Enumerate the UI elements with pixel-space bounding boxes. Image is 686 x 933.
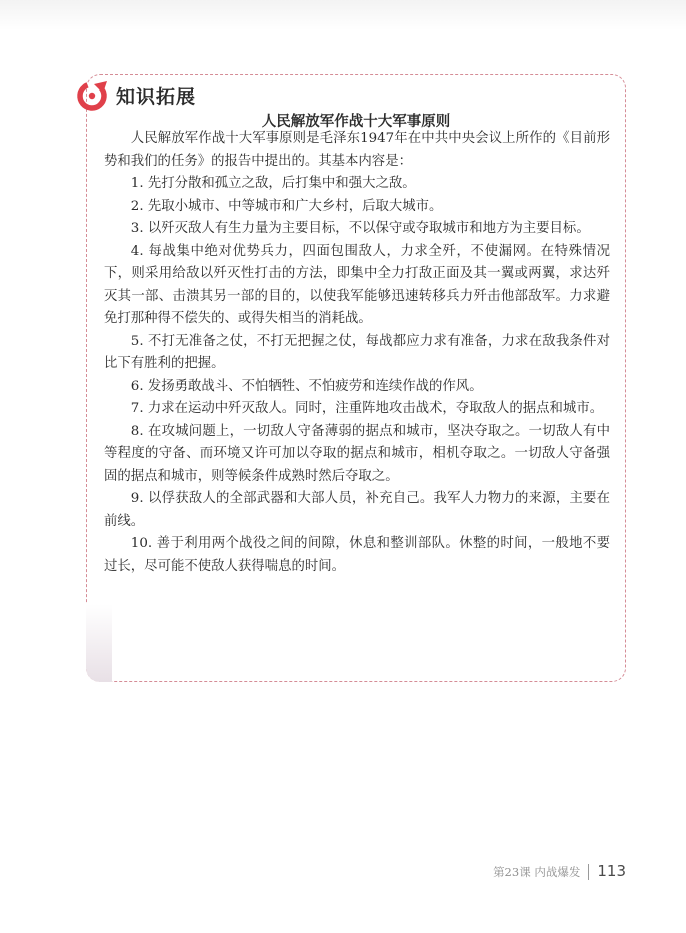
article-title: 人民解放军作战十大军事原则 (261, 113, 451, 130)
article-body (104, 128, 610, 578)
section-title: 知识拓展 (116, 85, 197, 108)
paragraph: 2. 先取小城市、中等城市和广大乡村，后取大城市。 (130, 198, 443, 214)
paragraph: 8. 在攻城问题上，一切敌人守备薄弱的据点和城市，坚决夺取之。一切敌人有中等程度的守备、而环境又许可加以夺取的据点和城市，相机夺取之。一切敌人守备强固的据点和城市，则等候条件成熟时然后夺取之。 (104, 423, 610, 484)
paragraph: 4. 每战集中绝对优势兵力，四面包围敌人，力求全歼，不使漏网。在特殊情况下，则采用给敌以歼灭性打击的方法，即集中全力打敌正面及其一翼或两翼，求达歼灭其一部、击溃其另一部的目的，以使我军能够迅速转移兵力歼击他部敌军。力求避免打那种得不偿失的、或得失相当的消耗战。 (104, 243, 610, 326)
page-number: 113 (597, 862, 626, 880)
box-corner-shadow (86, 604, 112, 682)
paragraph: 10. 善于利用两个战役之间的间隙，休息和整训部队。休整的时间，一般地不要过长，尽可能不使敌人获得喘息的时间。 (104, 536, 610, 574)
lesson-label: 第23课 内战爆发 (493, 864, 589, 880)
page-footer (493, 862, 626, 880)
section-header (76, 78, 196, 112)
paragraph: 5. 不打无准备之仗，不打无把握之仗，每战都应力求有准备，力求在敌我条件对比下有胜利的把握。 (104, 333, 610, 371)
paragraph: 9. 以俘获敌人的全部武器和大部人员，补充自己。我军人力物力的来源，主要在前线。 (104, 491, 610, 529)
paragraph: 6. 发扬勇敢战斗、不怕牺牲、不怕疲劳和连续作战的作风。 (130, 378, 483, 394)
page-top-shadow (0, 0, 686, 30)
paragraph: 7. 力求在运动中歼灭敌人。同时，注重阵地攻击战术，夺取敌人的据点和城市。 (130, 401, 604, 416)
paragraph: 3. 以歼灭敌人有生力量为主要目标，不以保守或夺取城市和地方为主要目标。 (130, 221, 590, 236)
paragraph: 1. 先打分散和孤立之敌，后打集中和强大之敌。 (130, 176, 416, 191)
paragraph: 人民解放军作战十大军事原则是毛泽东1947年在中共中央会议上所作的《目前形势和我们的任务》的报告中提出的。其基本内容是： (104, 131, 610, 169)
circular-arrow-icon (76, 78, 110, 112)
